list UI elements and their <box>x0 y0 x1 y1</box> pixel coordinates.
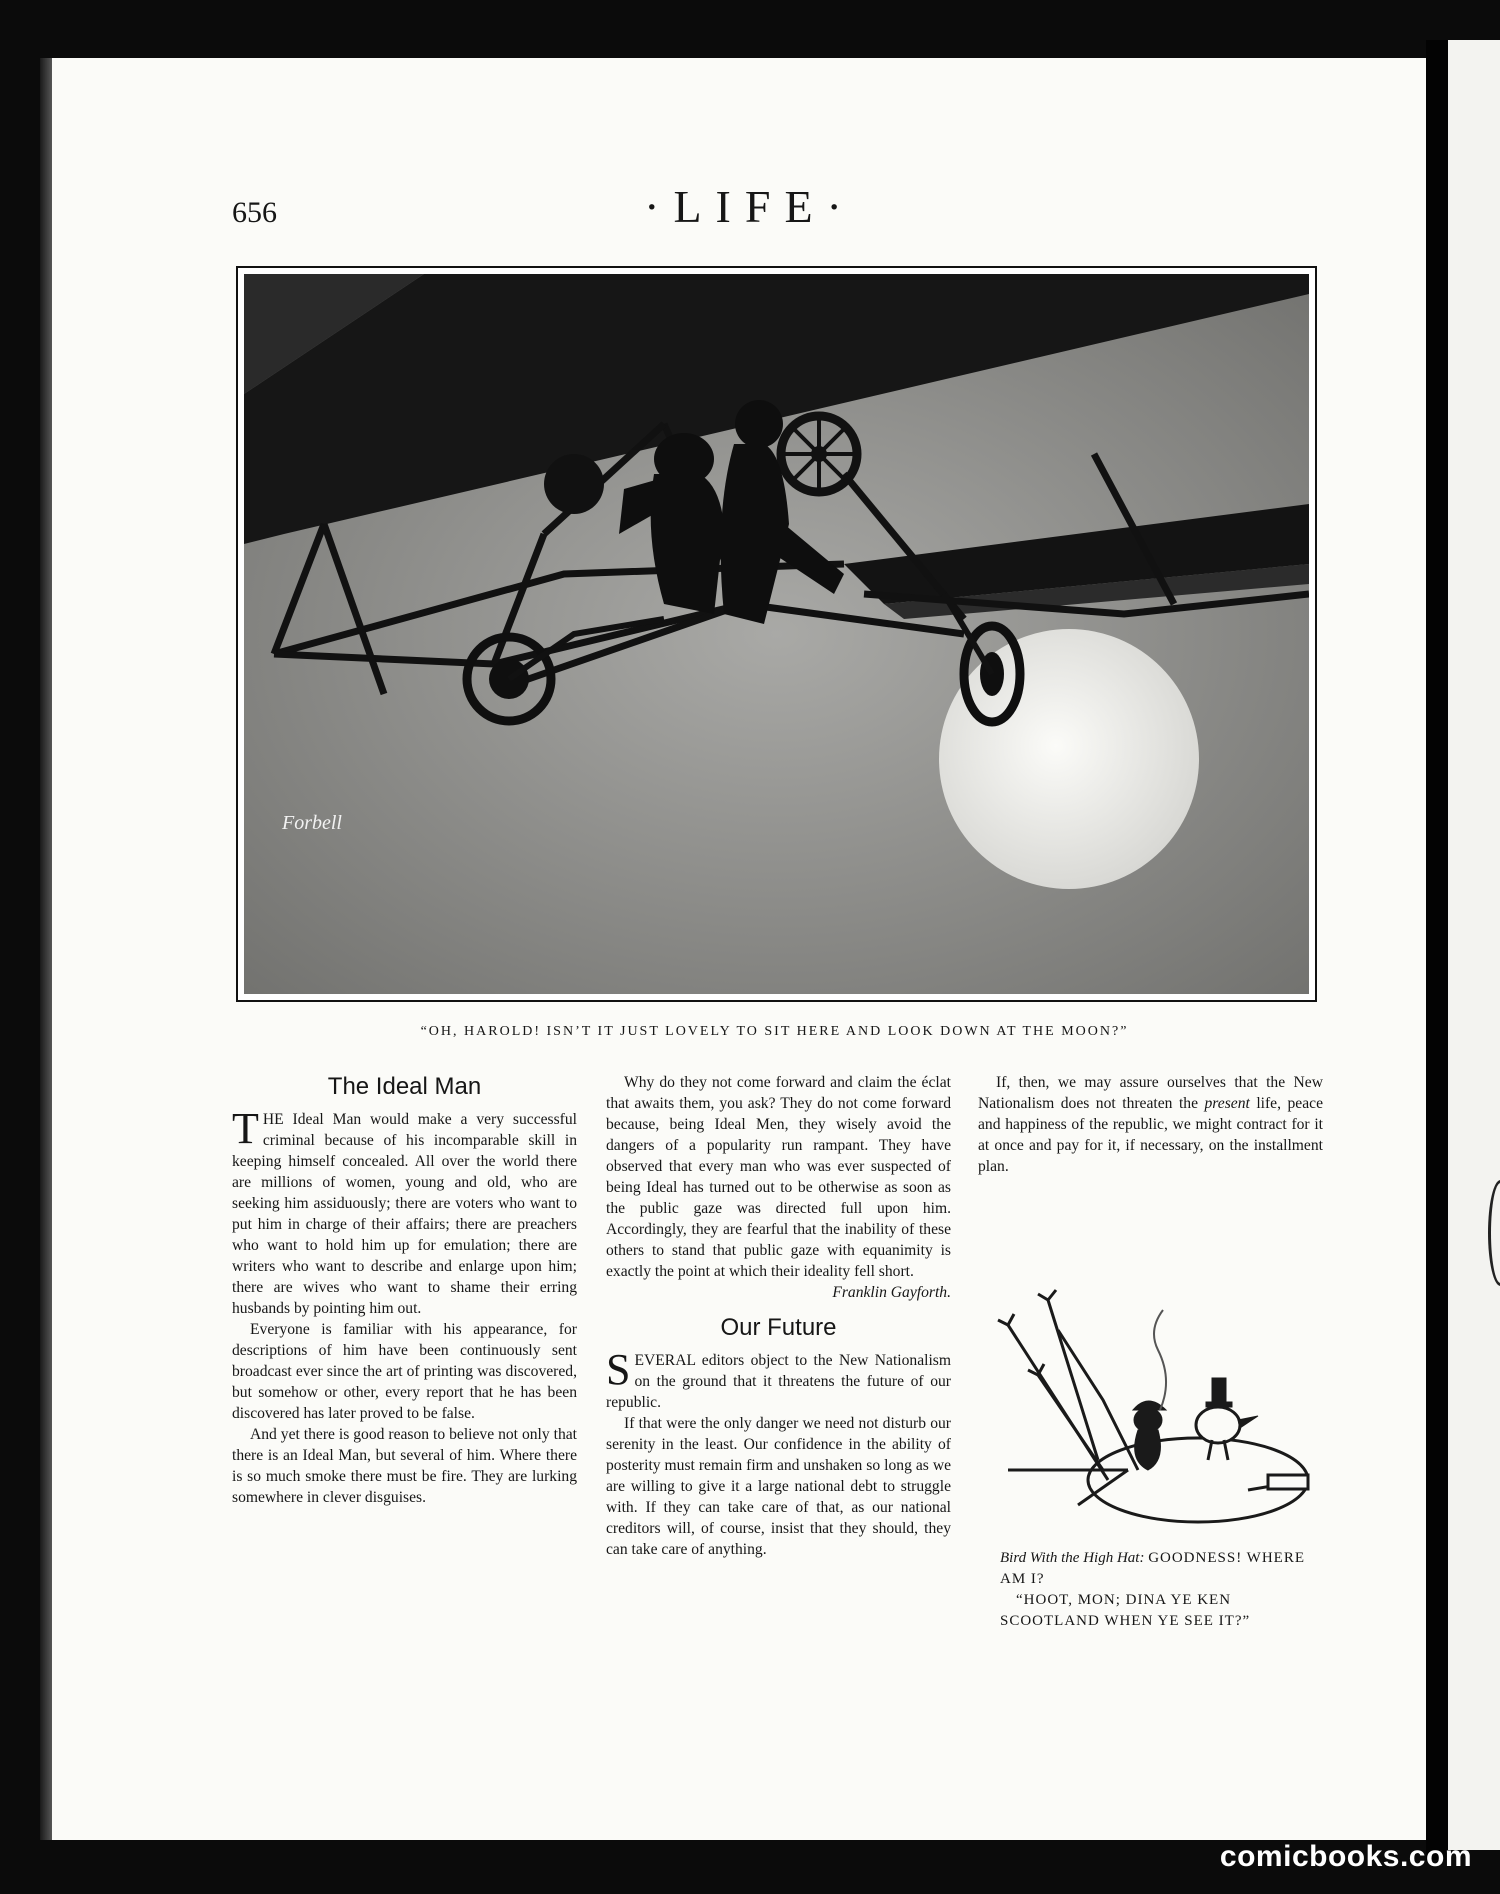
masthead-title: ·LIFE· <box>644 181 856 232</box>
illustration-caption: “OH, HAROLD! ISN’T IT JUST LOVELY TO SIT HERE AND LOOK DOWN AT THE MOON?” <box>420 1024 1129 1039</box>
biplane-illustration <box>236 266 1317 1002</box>
ideal-man-paragraph-2: Everyone is familiar with his appearance, for descriptions of him have been continuously sent broadcast ever since the art of printing was discovered, but somehow or other, every report that he has been discovered has later proved to be false. <box>232 1321 577 1422</box>
biplane-moon-image <box>244 274 1309 994</box>
author-byline: Franklin Gayforth. <box>832 1284 951 1301</box>
column-1 <box>232 1072 577 1508</box>
adjacent-page-edge <box>1448 40 1500 1850</box>
bagpipe-cartoon <box>988 1270 1323 1540</box>
cartoon-speaker: Bird With the High Hat: <box>1000 1550 1145 1566</box>
column-3 <box>978 1072 1323 1177</box>
artist-signature: Forbell <box>282 812 342 834</box>
site-watermark: comicbooks.com <box>1219 1840 1472 1873</box>
ideal-man-paragraph-1: THE Ideal Man would make a very successful criminal because of his incomparable skill in keeping himself concealed. All over the world there are millions of women, young and old, who are seeking him assiduously; there are voters who want to put him in charge of their affairs; there are preachers who want to hold him up for emulation; there are writers who want to describe and enlarge upon him; there are wives who want to shame their erring husbands by pointing him out. <box>232 1104 577 1317</box>
our-future-paragraph-1: SEVERAL editors object to the New Nationalism on the ground that it threatens the future of our republic. <box>606 1345 951 1411</box>
byline-row <box>606 1282 951 1303</box>
drop-cap: S <box>606 1345 631 1394</box>
our-future-paragraph-2: If that were the only danger we need not disturb our serenity in the least. Our confidence in the ability of posterity must remain firm and unshaken so long as we are willing to give it a large national debt to struggle with. If they can take care of that, as our national creditors will, of course, insist that they should, they can take care of anything. <box>606 1415 951 1558</box>
book-gutter <box>1426 40 1448 1860</box>
ideal-man-paragraph-3: And yet there is good reason to believe not only that there is an Ideal Man, but several of him. Where there is so much smoke there must be fire. They are lurking somewhere in clever disguises. <box>232 1426 577 1506</box>
cartoon-quote-2: “HOOT, MON; DINA YE KEN SCOOTLAND WHEN YE SEE IT?” <box>1000 1592 1251 1629</box>
our-future-paragraph-3: If, then, we may assure ourselves that the New Nationalism does not threaten the present life, peace and happiness of the republic, we might contract for it at once and pay for it, if necessary, on the installment plan. <box>978 1074 1323 1175</box>
bagpipe-birds-drawing <box>988 1270 1323 1540</box>
article-title-ideal-man: The Ideal Man <box>327 1073 482 1100</box>
moon <box>939 629 1199 889</box>
ideal-man-paragraph-4: Why do they not come forward and claim the éclat that awaits them, you ask? They do not come forward because, being Ideal Men, they wisely avoid the dangers of a popularity run rampant. They have observed that every man who was ever suspected of being Ideal has turned out to be otherwise as soon as the public gaze was directed full upon him. Accordingly, they are fearful that the inability of these others to stand that public gaze with equanimity is exactly the point at which their ideality fell short. <box>606 1074 951 1280</box>
article-title-our-future: Our Future <box>720 1314 837 1341</box>
page-number: 656 <box>232 196 277 229</box>
drop-cap: T <box>232 1104 259 1153</box>
cartoon-caption-line-2 <box>1000 1590 1328 1632</box>
engine-hub <box>544 454 604 514</box>
cartoon-quote-1: GOODNESS! WHERE AM I? <box>1000 1550 1305 1587</box>
column-2 <box>606 1072 951 1560</box>
cartoon-caption-line-1 <box>1000 1548 1328 1590</box>
cartoon-caption <box>1000 1548 1328 1632</box>
